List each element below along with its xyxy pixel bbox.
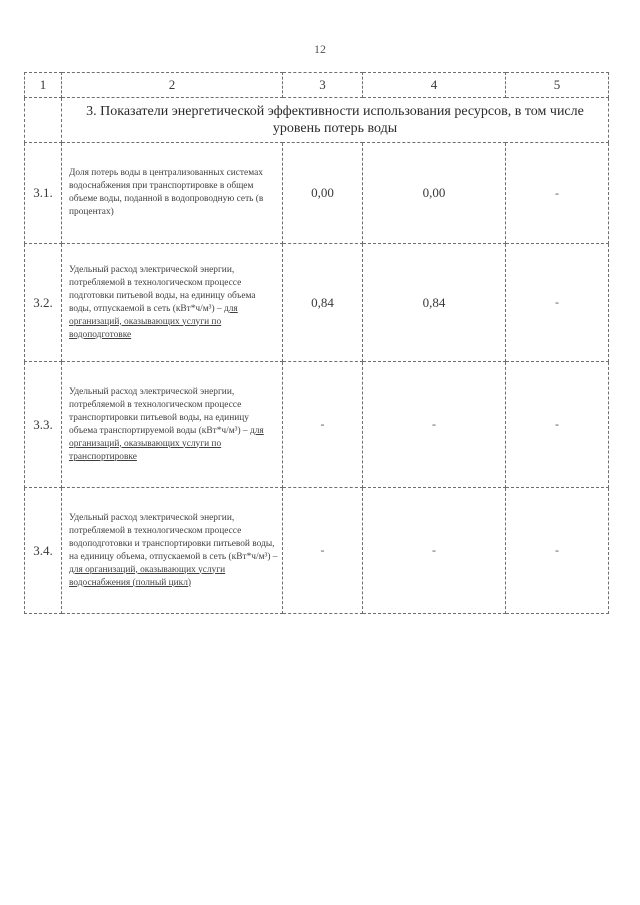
value-col3: 0,00 (283, 143, 363, 244)
column-header-5: 5 (506, 73, 609, 98)
row-description (62, 362, 283, 488)
description-underlined-text: для организаций, оказывающих услуги по транспортировке (69, 425, 264, 462)
value-col4: - (363, 362, 506, 488)
value-col3: - (283, 488, 363, 614)
section-spacer-cell (25, 98, 62, 143)
column-header-3: 3 (283, 73, 363, 98)
column-header-4: 4 (363, 73, 506, 98)
row-description (62, 143, 283, 244)
description-underlined-text: для организаций, оказывающих услуги по водоподготовке (69, 303, 238, 340)
value-col4: - (363, 488, 506, 614)
value-col5: - (506, 488, 609, 614)
column-header-2: 2 (62, 73, 283, 98)
row-description (62, 244, 283, 362)
table-row (25, 488, 609, 614)
indicators-table (24, 72, 609, 614)
description-underlined-text: для организаций, оказывающих услуги водоснабжения (полный цикл) (69, 564, 226, 588)
value-col4: 0,00 (363, 143, 506, 244)
page-number: 12 (314, 42, 326, 56)
value-col3: - (283, 362, 363, 488)
value-col4: 0,84 (363, 244, 506, 362)
description-text: Удельный расход электрической энергии, потребляемой в технологическом процессе водоподготовки и транспортировки питьевой воды, на единицу объема, отпускаемой в сеть (кВт*ч/м³) – (69, 512, 278, 562)
row-description (62, 488, 283, 614)
table-row (25, 362, 609, 488)
row-number: 3.1. (25, 143, 62, 244)
description-text: Удельный расход электрической энергии, потребляемой в технологическом процессе транспортировки питьевой воды, на единицу объема транспортируемой воды (кВт*ч/м³) – (69, 386, 250, 436)
value-col5: - (506, 244, 609, 362)
description-text: Доля потерь воды в централизованных системах водоснабжения при транспортировке в общем объеме воды, поданной в водопроводную сеть (в процентах) (69, 168, 264, 217)
row-number: 3.2. (25, 244, 62, 362)
value-col5: - (506, 362, 609, 488)
description-text: Удельный расход электрической энергии, потребляемой в технологическом процессе подготовки питьевой воды, на единицу объема воды, отпускаемой в сеть (кВт*ч/м³) – (69, 264, 256, 314)
section-title: 3. Показатели энергетической эффективности использования ресурсов, в том числе уровень потерь воды (62, 98, 609, 143)
column-number-row (25, 73, 609, 98)
section-row (25, 98, 609, 143)
value-col3: 0,84 (283, 244, 363, 362)
table-row (25, 143, 609, 244)
table-row (25, 244, 609, 362)
value-col5: - (506, 143, 609, 244)
row-number: 3.4. (25, 488, 62, 614)
row-number: 3.3. (25, 362, 62, 488)
column-header-1: 1 (25, 73, 62, 98)
